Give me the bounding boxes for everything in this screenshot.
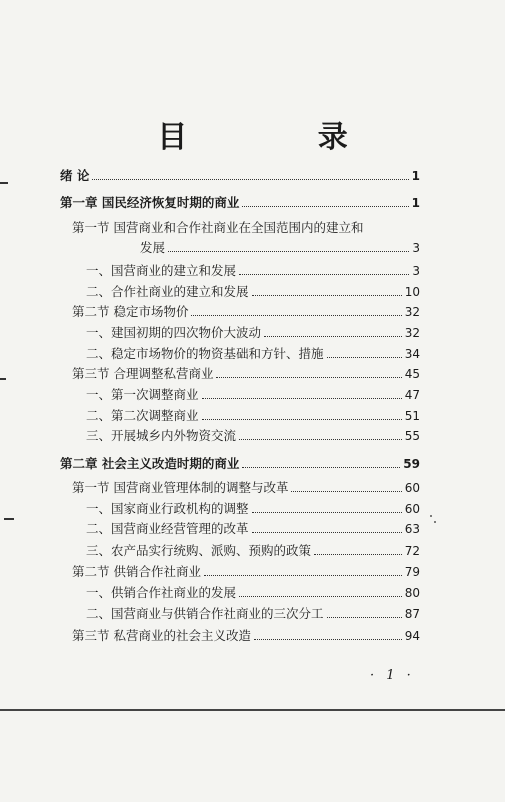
- toc-page-number: 45: [404, 367, 420, 381]
- toc-page-number: 34: [404, 347, 420, 361]
- toc-leader-dots: [252, 512, 402, 513]
- toc-entry-section-2-2: [72, 564, 420, 580]
- toc-page-number: 59: [403, 457, 420, 471]
- toc-page-number: 10: [404, 285, 420, 299]
- toc-page-number: 32: [404, 305, 420, 319]
- toc-entry-label: 第二章 社会主义改造时期的商业: [60, 456, 240, 471]
- toc-entry-label: 二、国营商业经营管理的改革: [86, 521, 249, 536]
- toc-entry-item: [86, 521, 420, 537]
- toc-entry-item: [86, 284, 420, 300]
- toc-leader-dots: [202, 419, 402, 420]
- toc-entry-item: [86, 346, 420, 362]
- toc-page-number: 87: [404, 607, 420, 621]
- toc-page-number: 63: [404, 522, 420, 536]
- toc-page-number: 1: [411, 169, 420, 183]
- toc-leader-dots: [264, 336, 402, 337]
- toc-entry-label: 二、第二次调整商业: [86, 408, 199, 423]
- toc-leader-dots: [239, 274, 409, 275]
- toc-entry-item: [86, 325, 420, 341]
- toc-entry-section-1-3: [72, 366, 420, 382]
- toc-entry-label: 第一节 国营商业和合作社商业在全国范围内的建立和: [72, 220, 364, 235]
- toc-entry-item: [86, 428, 420, 444]
- toc-entry-section-2-3: [72, 628, 420, 644]
- toc-entry-section-1-2: [72, 304, 420, 320]
- toc-entry-label: 一、第一次调整商业: [86, 387, 199, 402]
- toc-entry-label: 三、开展城乡内外物资交流: [86, 428, 237, 443]
- toc-entry-item: [86, 408, 420, 424]
- toc-entry-label: 发展: [140, 240, 166, 255]
- toc-entry-chapter-2: [60, 456, 420, 472]
- toc-leader-dots: [327, 617, 402, 618]
- page-folio: · 1 ·: [370, 668, 415, 683]
- toc-entry-label: 一、国家商业行政机构的调整: [86, 501, 249, 516]
- toc-page-number: 3: [412, 241, 420, 255]
- toc-entry-item: [86, 585, 420, 601]
- margin-mark: [4, 518, 14, 520]
- toc-entry-chapter-1: [60, 195, 420, 211]
- toc-page-number: 60: [404, 481, 420, 495]
- toc-entry-introduction: [60, 168, 420, 184]
- toc-leader-dots: [327, 357, 402, 358]
- toc-entry-item: [86, 387, 420, 403]
- toc-page-number: 94: [404, 629, 420, 643]
- toc-leader-dots: [291, 491, 401, 492]
- toc-page-number: 79: [404, 565, 420, 579]
- toc-page-number: 72: [404, 544, 420, 558]
- toc-leader-dots: [204, 575, 402, 576]
- toc-leader-dots: [202, 398, 402, 399]
- toc-entry-section-2-1: [72, 480, 420, 496]
- scan-speck: [434, 521, 436, 523]
- toc-entry-label: 二、国营商业与供销合作社商业的三次分工: [86, 606, 324, 621]
- toc-entry-label: 三、农产品实行统购、派购、预购的政策: [86, 543, 312, 558]
- toc-entry-item: [86, 606, 420, 622]
- toc-entry-label: 第一章 国民经济恢复时期的商业: [60, 195, 240, 210]
- toc-entry-label: 二、合作社商业的建立和发展: [86, 284, 249, 299]
- toc-page-number: 80: [404, 586, 420, 600]
- margin-mark: [0, 182, 8, 184]
- toc-entry-label: 一、国营商业的建立和发展: [86, 263, 237, 278]
- toc-leader-dots: [252, 532, 402, 533]
- toc-entry-item: [86, 263, 420, 279]
- toc-entry-label: 一、建国初期的四次物价大波动: [86, 325, 262, 340]
- toc-entry-label: 第一节 国营商业管理体制的调整与改革: [72, 480, 289, 495]
- toc-entry-item: [86, 543, 420, 559]
- margin-mark: [0, 378, 6, 380]
- toc-page-number: 3: [412, 264, 420, 278]
- toc-entry-label: 第三节 合理调整私营商业: [72, 366, 214, 381]
- page-title: 目 录: [157, 120, 408, 155]
- toc-page-number: 47: [404, 388, 420, 402]
- toc-entry-item: [86, 501, 420, 517]
- toc-leader-dots: [191, 315, 401, 316]
- toc-entry-label: 第二节 稳定市场物价: [72, 304, 189, 319]
- toc-entry-section-1-1: [72, 220, 420, 236]
- toc-page-number: 51: [404, 409, 420, 423]
- toc-entry-label: 绪 论: [60, 168, 90, 183]
- toc-leader-dots: [242, 206, 408, 207]
- toc-leader-dots: [239, 596, 402, 597]
- toc-page-number: 32: [404, 326, 420, 340]
- toc-entry-label: 一、供销合作社商业的发展: [86, 585, 237, 600]
- toc-entry-label: 第三节 私营商业的社会主义改造: [72, 628, 251, 643]
- toc-page-number: 1: [411, 196, 420, 210]
- toc-page-number: 55: [404, 429, 420, 443]
- toc-leader-dots: [254, 639, 402, 640]
- toc-leader-dots: [92, 179, 408, 180]
- toc-page-number: 60: [404, 502, 420, 516]
- toc-leader-dots: [242, 467, 400, 468]
- toc-leader-dots: [314, 554, 402, 555]
- page-bottom-edge: [0, 709, 505, 711]
- toc-leader-dots: [216, 377, 401, 378]
- toc-entry-label: 第二节 供销合作社商业: [72, 564, 201, 579]
- toc-entry-section-1-1-cont: [140, 240, 420, 256]
- scan-speck: [430, 515, 432, 517]
- toc-leader-dots: [239, 439, 402, 440]
- toc-leader-dots: [252, 295, 402, 296]
- toc-leader-dots: [168, 251, 409, 252]
- toc-entry-label: 二、稳定市场物价的物资基础和方针、措施: [86, 346, 324, 361]
